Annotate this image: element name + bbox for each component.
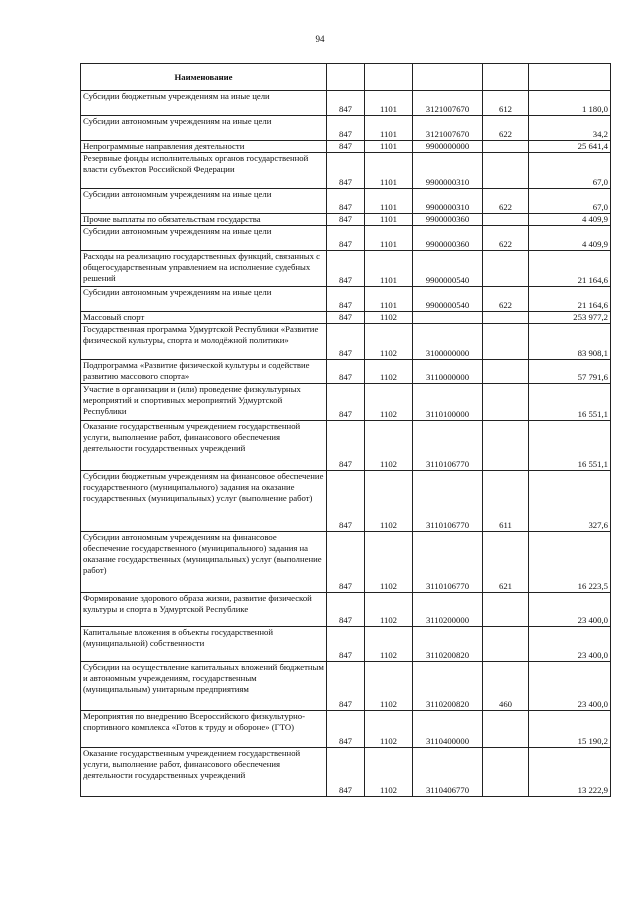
ispolneno-cell: 23 400,0: [529, 662, 611, 711]
razdel-cell: 1101: [365, 189, 413, 214]
kod-cell: 847: [327, 153, 365, 189]
statya-cell: 3110400000: [413, 711, 483, 748]
ispolneno-cell: 25 641,4: [529, 141, 611, 153]
page-number: 94: [315, 34, 325, 44]
ispolneno-cell: 16 551,1: [529, 421, 611, 471]
vid-cell: [483, 251, 529, 287]
kod-cell: 847: [327, 471, 365, 532]
statya-cell: 3110200820: [413, 662, 483, 711]
vid-cell: 460: [483, 662, 529, 711]
kod-cell: 847: [327, 287, 365, 312]
vid-cell: 622: [483, 226, 529, 251]
name-cell: Оказание государственным учреждением государственной услуги, выполнение работ, финансового обеспечения деятельности государственных учреждений: [81, 421, 327, 471]
razdel-cell: 1101: [365, 153, 413, 189]
name-cell: Прочие выплаты по обязательствам государства: [81, 214, 327, 226]
header-statya: [413, 64, 483, 91]
statya-cell: 3110106770: [413, 421, 483, 471]
statya-cell: 9900000310: [413, 189, 483, 214]
kod-cell: 847: [327, 593, 365, 627]
table-row: [81, 153, 611, 189]
vid-cell: [483, 627, 529, 662]
statya-cell: [413, 312, 483, 324]
razdel-cell: 1101: [365, 214, 413, 226]
table-row: [81, 91, 611, 116]
vid-cell: 612: [483, 91, 529, 116]
vid-cell: [483, 153, 529, 189]
ispolneno-cell: 4 409,9: [529, 214, 611, 226]
name-cell: Мероприятия по внедрению Всероссийского физкультурно-спортивного комплекса «Готов к труду и обороне» (ГТО): [81, 711, 327, 748]
razdel-cell: 1102: [365, 711, 413, 748]
razdel-cell: 1102: [365, 312, 413, 324]
razdel-cell: 1102: [365, 471, 413, 532]
vid-cell: [483, 214, 529, 226]
ispolneno-cell: 4 409,9: [529, 226, 611, 251]
kod-cell: 847: [327, 711, 365, 748]
razdel-cell: 1101: [365, 287, 413, 312]
name-cell: Субсидии автономным учреждениям на иные цели: [81, 287, 327, 312]
razdel-cell: 1101: [365, 226, 413, 251]
statya-cell: 3110200000: [413, 593, 483, 627]
kod-cell: 847: [327, 251, 365, 287]
table-row: [81, 384, 611, 421]
name-cell: Субсидии автономным учреждениям на финансовое обеспечение государственного (муниципального) задания на оказание государственных (муниципальных) услуг (выполнение работ): [81, 532, 327, 593]
ispolneno-cell: 253 977,2: [529, 312, 611, 324]
ispolneno-cell: 23 400,0: [529, 627, 611, 662]
vid-cell: [483, 421, 529, 471]
statya-cell: 9900000360: [413, 226, 483, 251]
vid-cell: [483, 312, 529, 324]
name-cell: Оказание государственным учреждением государственной услуги, выполнение работ, финансового обеспечения деятельности государственных учреждений: [81, 748, 327, 797]
razdel-cell: 1102: [365, 421, 413, 471]
razdel-cell: 1102: [365, 384, 413, 421]
statya-cell: 9900000540: [413, 251, 483, 287]
vid-cell: 621: [483, 532, 529, 593]
table-row: [81, 251, 611, 287]
statya-cell: 9900000540: [413, 287, 483, 312]
ispolneno-cell: 13 222,9: [529, 748, 611, 797]
table-row: [81, 226, 611, 251]
name-cell: Субсидии автономным учреждениям на иные цели: [81, 116, 327, 141]
statya-cell: 3110200820: [413, 627, 483, 662]
ispolneno-cell: 67,0: [529, 189, 611, 214]
name-cell: Непрограммные направления деятельности: [81, 141, 327, 153]
statya-cell: 9900000310: [413, 153, 483, 189]
razdel-cell: 1102: [365, 748, 413, 797]
table-row: [81, 214, 611, 226]
ispolneno-cell: 21 164,6: [529, 251, 611, 287]
kod-cell: 847: [327, 532, 365, 593]
kod-cell: 847: [327, 384, 365, 421]
statya-cell: 3110406770: [413, 748, 483, 797]
name-cell: Расходы на реализацию государственных функций, связанных с общегосударственным управлением на исполнение судебных решений: [81, 251, 327, 287]
kod-cell: 847: [327, 116, 365, 141]
vid-cell: 622: [483, 287, 529, 312]
name-cell: Формирование здорового образа жизни, развитие физической культуры и спорта в Удмуртской Республике: [81, 593, 327, 627]
table-row: [81, 748, 611, 797]
name-cell: Массовый спорт: [81, 312, 327, 324]
razdel-cell: 1101: [365, 116, 413, 141]
kod-cell: 847: [327, 662, 365, 711]
name-cell: Участие в организации и (или) проведение физкультурных мероприятий и спортивных мероприятий Удмуртской Республики: [81, 384, 327, 421]
ispolneno-cell: 34,2: [529, 116, 611, 141]
kod-cell: 847: [327, 748, 365, 797]
ispolneno-cell: 57 791,6: [529, 360, 611, 384]
vid-cell: 611: [483, 471, 529, 532]
kod-cell: 847: [327, 360, 365, 384]
ispolneno-cell: 23 400,0: [529, 593, 611, 627]
table-row: [81, 324, 611, 360]
vid-cell: [483, 748, 529, 797]
table-row: [81, 471, 611, 532]
ispolneno-cell: 15 190,2: [529, 711, 611, 748]
ispolneno-cell: 16 223,5: [529, 532, 611, 593]
razdel-cell: 1102: [365, 593, 413, 627]
table-row: [81, 532, 611, 593]
table-row: [81, 312, 611, 324]
ispolneno-cell: 83 908,1: [529, 324, 611, 360]
statya-cell: 3110106770: [413, 471, 483, 532]
razdel-cell: 1101: [365, 91, 413, 116]
kod-cell: 847: [327, 226, 365, 251]
header-razdel: [365, 64, 413, 91]
name-cell: Капитальные вложения в объекты государственной (муниципальной) собственности: [81, 627, 327, 662]
ispolneno-cell: 16 551,1: [529, 384, 611, 421]
statya-cell: 3110000000: [413, 360, 483, 384]
statya-cell: 3110100000: [413, 384, 483, 421]
table-row: [81, 116, 611, 141]
kod-cell: 847: [327, 214, 365, 226]
table-row: [81, 360, 611, 384]
vid-cell: [483, 384, 529, 421]
statya-cell: 9900000000: [413, 141, 483, 153]
table-row: [81, 711, 611, 748]
kod-cell: 847: [327, 627, 365, 662]
name-cell: Резервные фонды исполнительных органов государственной власти субъектов Российской Федерации: [81, 153, 327, 189]
name-cell: Субсидии автономным учреждениям на иные цели: [81, 226, 327, 251]
razdel-cell: 1102: [365, 662, 413, 711]
kod-cell: 847: [327, 324, 365, 360]
vid-cell: [483, 593, 529, 627]
table-row: [81, 627, 611, 662]
vid-cell: [483, 141, 529, 153]
vid-cell: [483, 711, 529, 748]
statya-cell: 9900000360: [413, 214, 483, 226]
razdel-cell: 1102: [365, 360, 413, 384]
razdel-cell: 1102: [365, 324, 413, 360]
ispolneno-cell: 67,0: [529, 153, 611, 189]
name-cell: Субсидии бюджетным учреждениям на иные цели: [81, 91, 327, 116]
name-cell: Подпрограмма «Развитие физической культуры и содействие развитию массового спорта»: [81, 360, 327, 384]
name-cell: Субсидии автономным учреждениям на иные цели: [81, 189, 327, 214]
statya-cell: 3100000000: [413, 324, 483, 360]
vid-cell: 622: [483, 116, 529, 141]
vid-cell: [483, 324, 529, 360]
header-ispolneno: [529, 64, 611, 91]
header-row: [81, 64, 611, 91]
header-vid: [483, 64, 529, 91]
razdel-cell: 1101: [365, 251, 413, 287]
header-name: Наименование: [81, 64, 327, 91]
razdel-cell: 1101: [365, 141, 413, 153]
statya-cell: 3110106770: [413, 532, 483, 593]
kod-cell: 847: [327, 421, 365, 471]
table-row: [81, 662, 611, 711]
vid-cell: 622: [483, 189, 529, 214]
table-row: [81, 287, 611, 312]
table-row: [81, 141, 611, 153]
table-row: [81, 593, 611, 627]
name-cell: Субсидии бюджетным учреждениям на финансовое обеспечение государственного (муниципального) задания на оказание государственных (муниципальных) услуг (выполнение работ): [81, 471, 327, 532]
table-row: [81, 421, 611, 471]
name-cell: Субсидии на осуществление капитальных вложений бюджетным и автономным учреждениям, государственным (муниципальным) унитарным предприятиям: [81, 662, 327, 711]
statya-cell: 3121007670: [413, 116, 483, 141]
ispolneno-cell: 21 164,6: [529, 287, 611, 312]
budget-table: [80, 63, 611, 797]
header-kod: [327, 64, 365, 91]
name-cell: Государственная программа Удмуртской Республики «Развитие физической культуры, спорта и молодёжной политики»: [81, 324, 327, 360]
kod-cell: 847: [327, 189, 365, 214]
statya-cell: 3121007670: [413, 91, 483, 116]
razdel-cell: 1102: [365, 532, 413, 593]
kod-cell: 847: [327, 91, 365, 116]
vid-cell: [483, 360, 529, 384]
razdel-cell: 1102: [365, 627, 413, 662]
ispolneno-cell: 1 180,0: [529, 91, 611, 116]
table-row: [81, 189, 611, 214]
ispolneno-cell: 327,6: [529, 471, 611, 532]
kod-cell: 847: [327, 141, 365, 153]
kod-cell: 847: [327, 312, 365, 324]
